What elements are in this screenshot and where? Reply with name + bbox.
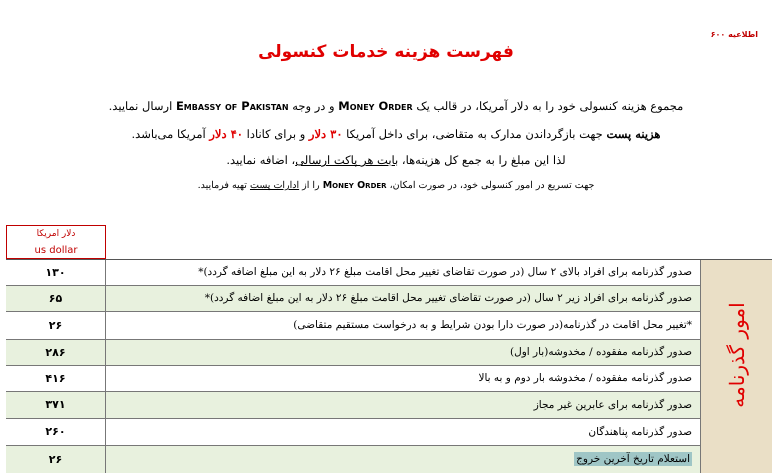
intro-text: و در وجه [292,99,335,113]
fee-value: ۱۳۰ [6,260,106,285]
table-row [6,446,700,473]
currency-header-fa: دلار امریکا [36,229,76,239]
section-label-column [700,260,772,473]
page-title: فهرست هزینه خدمات کنسولی [258,42,514,62]
table-row [6,340,700,366]
section-label: امور گذرنامه [724,302,749,408]
table-row [6,312,700,340]
highlighted-description: استعلام تاریخ آخرین خروج [576,453,690,465]
fee-value: ۲۸۶ [6,340,106,365]
currency-header [6,225,106,259]
fee-description: صدور گذرنامه مفقوده / مخدوشه بار دوم و به بالا [478,372,692,384]
intro-text: ، اضافه نمایید. [226,153,296,167]
intro-line-2 [40,127,752,141]
intro-text: جهت بازگرداندن مدارک به متقاضی، برای داخل آمریکا [346,127,603,141]
embassy-name: Embassy of Pakistan [175,99,289,113]
intro-line-3 [40,153,752,167]
fee-description: صدور گذرنامه برای عابرین غیر مجاز [533,399,692,411]
table-row [6,286,700,312]
table-row [6,260,700,286]
fee-value: ۲۶۰ [6,419,106,445]
intro-text: تهیه فرمایید. [197,180,247,191]
canada-postage-amount: ۴۰ دلار [209,127,243,141]
fee-description: صدور گذرنامه برای افراد بالای ۲ سال (در صورت تقاضای تغییر محل اقامت مبلغ ۲۶ دلار به این مبلغ اضافه گردد)* [198,266,692,278]
intro-line-1 [40,99,752,113]
fee-description: صدور گذرنامه مفقوده / مخدوشه(بار اول) [509,346,692,358]
fee-description: صدور گذرنامه برای افراد زیر ۲ سال (در صورت تقاضای تغییر محل اقامت مبلغ ۲۶ دلار به این مبلغ اضافه گردد)* [204,292,692,304]
money-order-term: Money Order [322,180,387,191]
intro-text: ارسال نمایید. [108,99,173,113]
currency-header-en: us dollar [34,245,78,256]
intro-text: آمریکا می‌باشد. [131,127,206,141]
fee-table [6,259,772,473]
fee-value: ۳۷۱ [6,392,106,418]
intro-text: مجموع هزینه کنسولی خود را به دلار آمریکا، در قالب یک [416,99,684,113]
intro-text: را از [302,180,320,191]
fee-value: ۲۶ [6,312,106,339]
fee-value: ۴۱۶ [6,366,106,391]
intro-line-4 [40,180,752,191]
intro-text: جهت تسریع در امور کنسولی خود، در صورت امکان، [389,180,595,191]
fee-description: *تغییر محل اقامت در گذرنامه(در صورت دارا بودن شرایط و به درخواست مستقیم متقاضی) [293,319,692,331]
table-row [6,366,700,392]
postage-label: هزینه پست [606,127,661,141]
fee-value: ۲۶ [6,446,106,473]
fee-description: صدور گذرنامه پناهندگان [588,426,692,438]
post-office-text: ادارات پست [249,180,300,191]
money-order-term: Money Order [338,99,413,113]
fee-description [106,446,700,473]
notice-number: اطلاعیه ۶۰۰ [710,30,758,39]
intro-text: و برای کانادا [246,127,306,141]
table-row [6,392,700,419]
table-row [6,419,700,446]
intro-text: لذا این مبلغ را به جمع کل هزینه‌ها، [401,153,566,167]
us-postage-amount: ۳۰ دلار [308,127,343,141]
per-envelope-text: بابت هر پاکت ارسالی [295,153,399,167]
fee-value: ۶۵ [6,286,106,311]
